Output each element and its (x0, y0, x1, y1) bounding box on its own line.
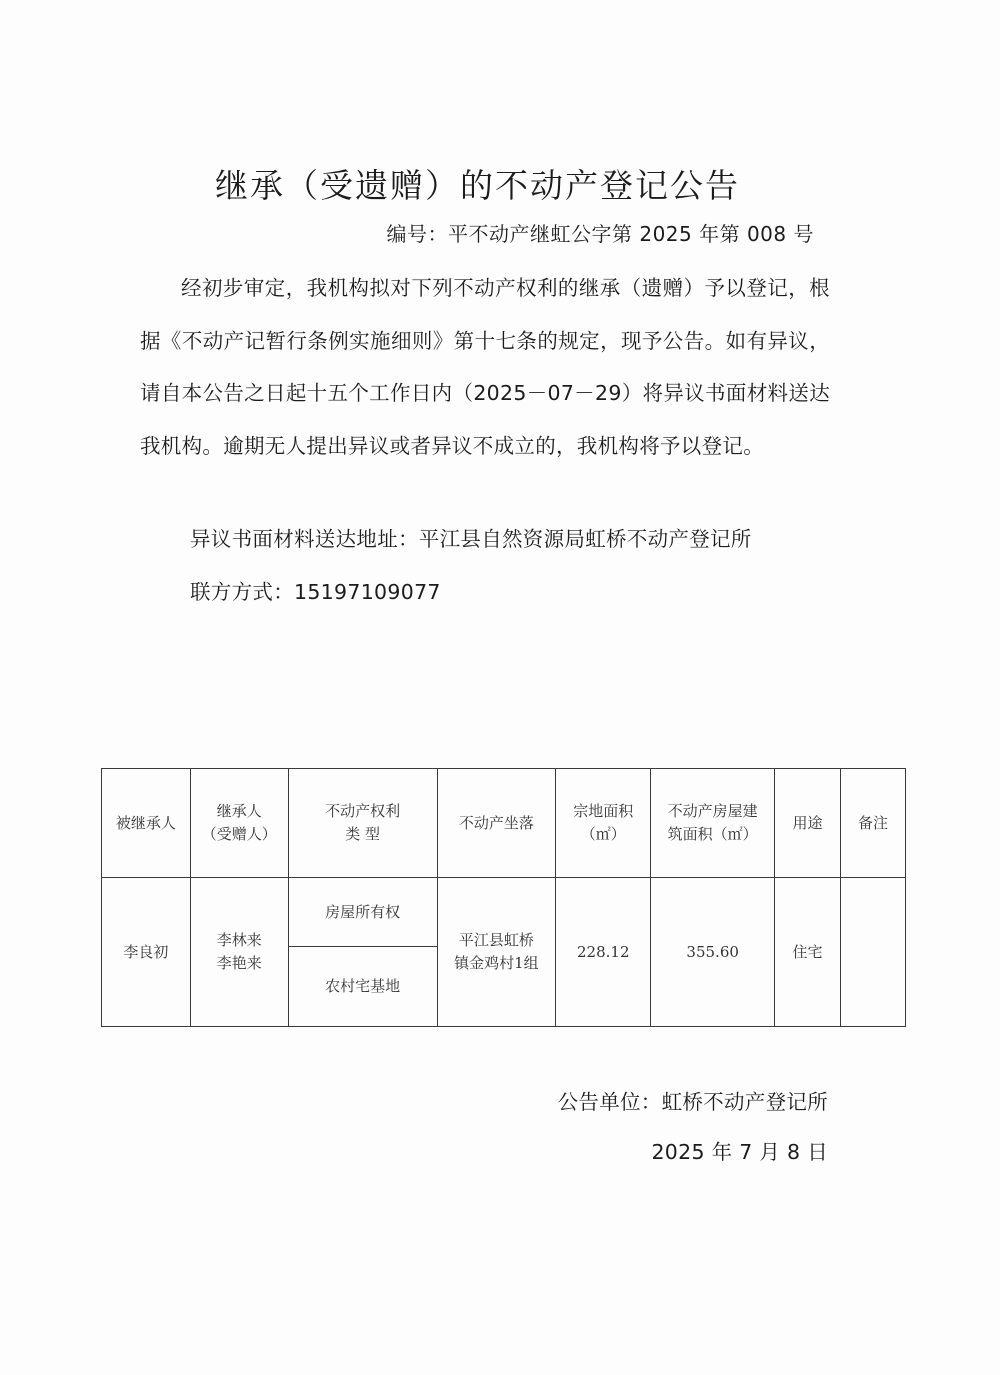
table-header-row (102, 769, 906, 878)
header-usage: 用途 (775, 769, 841, 878)
notice-body: 经初步审定，我机构拟对下列不动产权利的继承（遗赠）予以登记，根据《不动产记暂行条例实施细则》第十七条的规定，现予公告。如有异议，请自本公告之日起十五个工作日内（2025－07－29）将异议书面材料送达我机构。逾期无人提出异议或者异议不成立的，我机构将予以登记。 (140, 276, 830, 458)
cell-heirs (190, 878, 288, 1027)
issuing-unit: 公告单位：虹桥不动产登记所 (557, 1090, 828, 1114)
header-building-area: 不动产房屋建 筑面积（㎡） (651, 769, 775, 878)
cell-location: 平江县虹桥 镇金鸡村1组 (437, 878, 556, 1027)
header-remarks: 备注 (841, 769, 906, 878)
header-location: 不动产坐落 (437, 769, 556, 878)
header-right-type: 不动产权利 类 型 (288, 769, 437, 878)
heir-name: 李艳来 (216, 954, 262, 972)
document-number: 编号：平不动产继虹公字第 2025 年第 008 号 (386, 222, 814, 246)
header-heir: 继承人 （受赠人） (190, 769, 288, 878)
registration-table (101, 768, 906, 1027)
table-row (102, 878, 906, 947)
header-deceased: 被继承人 (102, 769, 191, 878)
objection-address: 异议书面材料送达地址：平江县自然资源局虹桥不动产登记所 (190, 527, 752, 551)
issue-date: 2025 年 7 月 8 日 (651, 1140, 828, 1164)
cell-right-type-house: 房屋所有权 (288, 878, 437, 947)
heir-name: 李林来 (216, 931, 262, 949)
cell-deceased: 李良初 (102, 878, 191, 1027)
cell-right-type-land: 农村宅基地 (288, 947, 437, 1027)
cell-land-area: 228.12 (556, 878, 651, 1027)
contact-info: 联方方式：15197109077 (190, 580, 441, 604)
notice-title: 继承（受遗赠）的不动产登记公告 (215, 166, 740, 205)
cell-remarks (841, 878, 906, 1027)
cell-usage: 住宅 (775, 878, 841, 1027)
header-land-area: 宗地面积 （㎡） (556, 769, 651, 878)
cell-building-area: 355.60 (651, 878, 775, 1027)
